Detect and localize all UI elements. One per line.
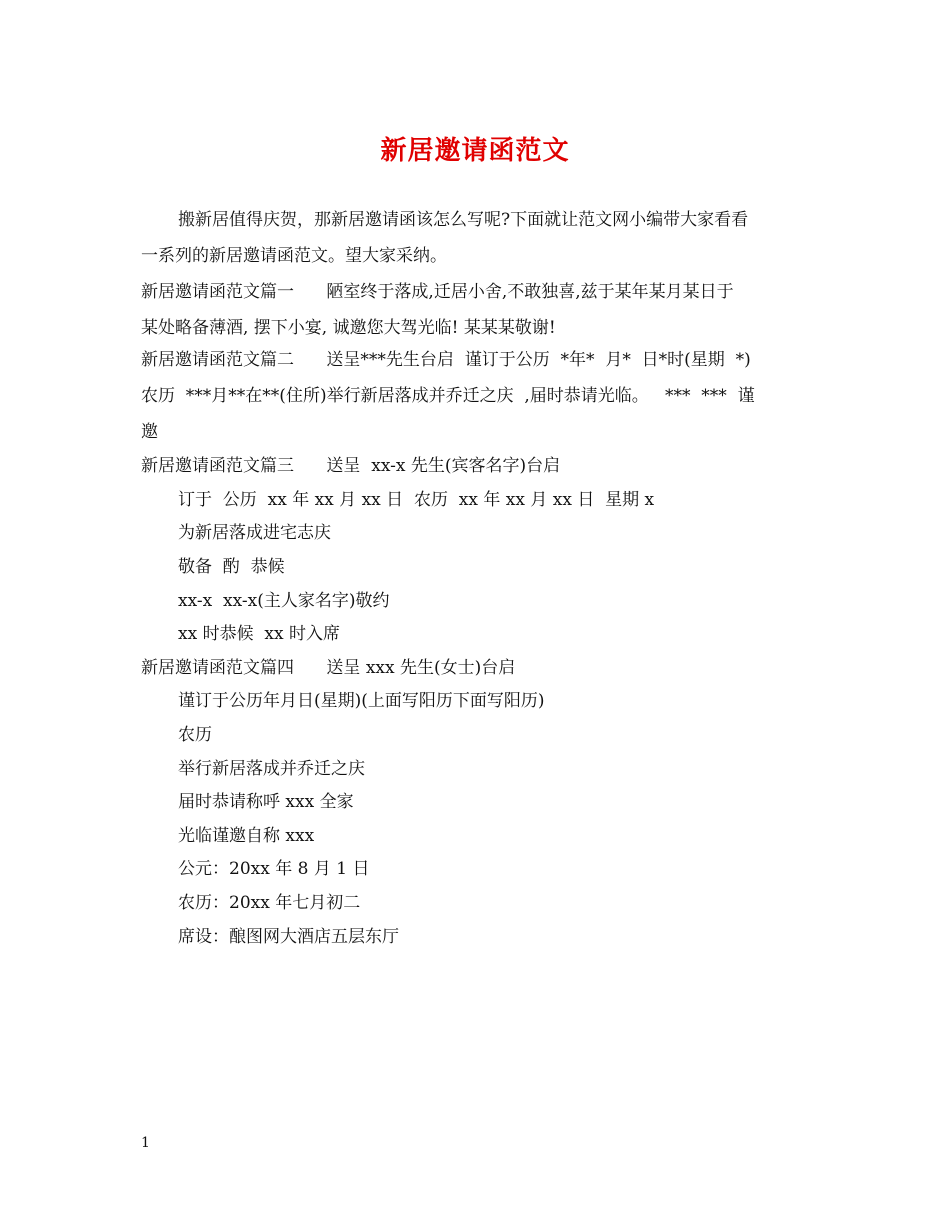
section-three-heading-line: 新居邀请函范文篇三 送呈 xx-x 先生(宾客名字)台启 [141, 456, 561, 476]
invitation-line: 农历：20xx 年七月初二 [178, 893, 361, 913]
page-number: 1 [141, 1135, 150, 1151]
invitation-line: 席设：酿图网大酒店五层东厅 [178, 927, 399, 947]
section-four-heading-line: 新居邀请函范文篇四 送呈 xxx 先生(女士)台启 [141, 658, 516, 678]
paragraph-line: 邀 [141, 422, 158, 442]
paragraph-line: 农历 ***月**在**(住所)举行新居落成并乔迁之庆 ,届时恭请光临。 *** *** 谨 [141, 386, 755, 406]
invitation-line: 农历 [178, 725, 212, 745]
invitation-line: 为新居落成进宅志庆 [178, 523, 331, 543]
paragraph-line: 搬新居值得庆贺，那新居邀请函该怎么写呢?下面就让范文网小编带大家看看 [178, 210, 749, 230]
invitation-line: 举行新居落成并乔迁之庆 [178, 759, 365, 779]
section-one-heading-line: 新居邀请函范文篇一 陋室终于落成,迁居小舍,不敢独喜,兹于某年某月某日于 [141, 282, 734, 302]
invitation-line: xx 时恭候 xx 时入席 [178, 624, 340, 644]
invitation-line: 敬备 酌 恭候 [178, 557, 285, 577]
paragraph-line: 一系列的新居邀请函范文。望大家采纳。 [141, 246, 447, 266]
invitation-line: 光临谨邀自称 xxx [178, 826, 315, 846]
invitation-line: 公元：20xx 年 8 月 1 日 [178, 859, 370, 879]
invitation-line: xx-x xx-x(主人家名字)敬约 [178, 591, 390, 611]
invitation-line: 届时恭请称呼 xxx 全家 [178, 792, 354, 812]
invitation-line: 订于 公历 xx 年 xx 月 xx 日 农历 xx 年 xx 月 xx 日 星期 x [178, 490, 655, 510]
document-title: 新居邀请函范文 [380, 136, 570, 166]
section-two-heading-line: 新居邀请函范文篇二 送呈***先生台启 谨订于公历 *年* 月* 日*时(星期 *) [141, 350, 751, 370]
paragraph-line: 某处略备薄酒, 摆下小宴, 诚邀您大驾光临! 某某某敬谢! [141, 318, 556, 338]
invitation-line: 谨订于公历年月日(星期)(上面写阳历下面写阳历) [178, 691, 545, 711]
